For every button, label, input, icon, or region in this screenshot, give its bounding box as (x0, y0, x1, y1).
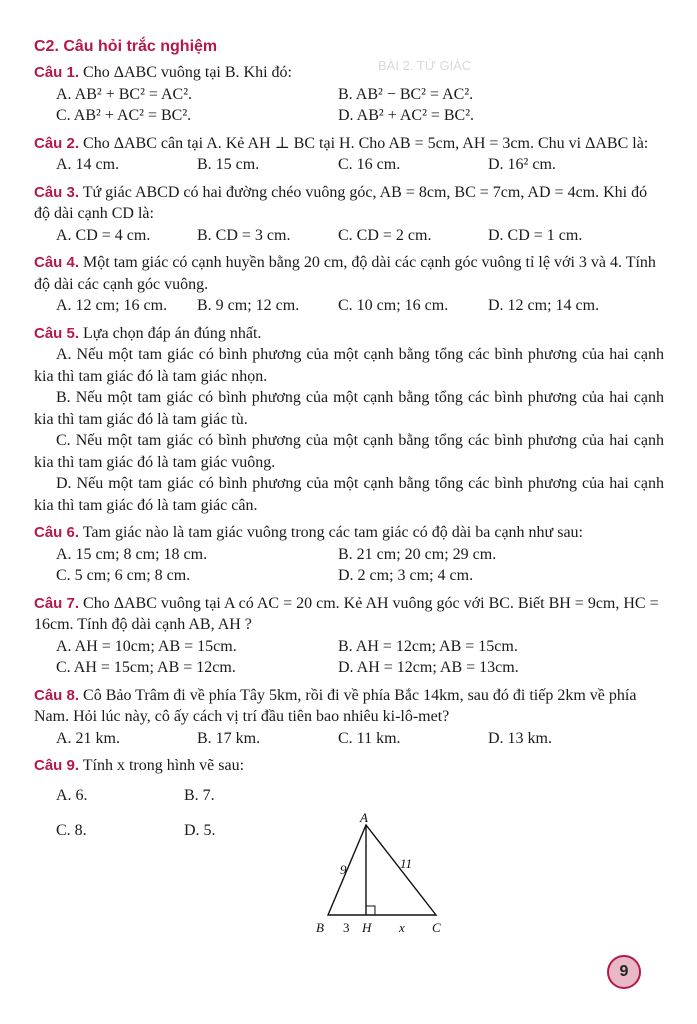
answer-option[interactable]: A. 12 cm; 16 cm. (56, 297, 168, 314)
answer-option[interactable]: A. 14 cm. (56, 156, 120, 173)
answers-row (56, 225, 664, 247)
answer-option[interactable]: D. 16² cm. (488, 156, 556, 173)
answer-option[interactable]: A. AB² + BC² = AC². (56, 85, 193, 103)
label-a: A (360, 810, 368, 825)
answer-option[interactable]: D. AB² + AC² = BC². (338, 107, 475, 124)
answer-option[interactable]: D. 12 cm; 14 cm. (488, 297, 600, 314)
answer-option[interactable]: C. 11 km. (338, 729, 401, 747)
answer-option[interactable]: D. 5. (184, 822, 216, 839)
label-bh: 3 (343, 920, 350, 935)
answer-option[interactable]: C. 16 cm. (338, 156, 401, 173)
question-1: Câu 1. Cho ΔABC vuông tại B. Khi đó: (34, 64, 292, 81)
question-5: Câu 5. Lựa chọn đáp án đúng nhất. (34, 324, 262, 342)
label-hc: x (399, 920, 405, 935)
label-b: B (316, 920, 324, 935)
answer-option[interactable]: A. AH = 10cm; AB = 15cm. (56, 637, 237, 655)
label-c: C (432, 920, 441, 935)
label-ac: 11 (400, 856, 413, 871)
answer-option[interactable]: B. CD = 3 cm. (197, 226, 291, 244)
question-9: Câu 9. Tính x trong hình vẽ sau: (34, 757, 245, 774)
answer-option[interactable]: C. 10 cm; 16 cm. (338, 297, 449, 314)
answer-option[interactable]: A. 21 km. (56, 729, 120, 747)
triangle-figure (310, 810, 450, 940)
question-7: Câu 7. Cho ΔABC vuông tại A có AC = 20 cm. Kẻ AH vuông góc với BC. Biết BH = 9cm, HC = 16cm. Tính độ dài cạnh AB, AH ? (34, 594, 659, 633)
answer-option[interactable]: C. 5 cm; 6 cm; 8 cm. (56, 567, 191, 584)
answers-row (56, 657, 664, 679)
answer-option[interactable]: B. 17 km. (197, 729, 261, 747)
answer-option[interactable]: B. 21 cm; 20 cm; 29 cm. (338, 545, 497, 563)
answer-option[interactable]: A. 6. (56, 786, 88, 804)
answer-option[interactable]: D. AH = 12cm; AB = 13cm. (338, 659, 519, 676)
answer-option[interactable]: D. CD = 1 cm. (488, 226, 583, 244)
label-ab: 9 (340, 862, 347, 877)
answer-option[interactable]: D. Nếu một tam giác có bình phương của một cạnh bằng tổng các bình phương của hai cạnh kia thì tam giác đó là tam giác cân. (34, 475, 664, 514)
answer-option[interactable]: C. AH = 15cm; AB = 12cm. (56, 659, 236, 676)
right-angle-mark (366, 906, 375, 915)
answer-option[interactable]: C. Nếu một tam giác có bình phương của một cạnh bằng tổng các bình phương của hai cạnh kia thì tam giác đó là tam giác vuông. (34, 432, 664, 471)
answers-row (56, 154, 664, 176)
section-heading: C2. Câu hỏi trắc nghiệm (34, 38, 218, 55)
question-6: Câu 6. Tam giác nào là tam giác vuông trong các tam giác có độ dài ba cạnh như sau: (34, 524, 583, 541)
label-h: H (362, 920, 372, 935)
answers-row (56, 105, 664, 127)
bleed-through-text: BÀI 2. TỨ GIÁC (378, 58, 472, 73)
answers-row (56, 295, 664, 317)
answer-option[interactable]: B. 7. (184, 786, 215, 804)
answer-option[interactable]: B. 9 cm; 12 cm. (197, 297, 300, 314)
answer-option[interactable]: B. AB² − BC² = AC². (338, 85, 474, 103)
answers-row (56, 565, 664, 587)
answers-row (56, 636, 664, 658)
answer-option[interactable]: B. Nếu một tam giác có bình phương của một cạnh bằng tổng các bình phương của hai cạnh kia thì tam giác đó là tam giác tù. (34, 389, 664, 428)
answer-option[interactable]: D. 13 km. (488, 729, 552, 747)
answers-row (56, 728, 664, 750)
answer-option[interactable]: C. CD = 2 cm. (338, 226, 432, 244)
page-content (34, 38, 664, 842)
answers-row (56, 84, 664, 106)
question-2: Câu 2. Cho ΔABC cân tại A. Kẻ AH ⊥ BC tại H. Cho AB = 5cm, AH = 3cm. Chu vi ΔABC là: (34, 134, 649, 152)
answer-option[interactable]: B. 15 cm. (197, 156, 260, 173)
page-number: 9 (607, 955, 641, 989)
answer-option[interactable]: A. CD = 4 cm. (56, 226, 151, 244)
answer-option[interactable]: A. Nếu một tam giác có bình phương của một cạnh bằng tổng các bình phương của hai cạnh kia thì tam giác đó là tam giác nhọn. (34, 346, 664, 385)
question-8: Câu 8. Cô Bảo Trâm đi về phía Tây 5km, rồi đi về phía Bắc 14km, sau đó đi tiếp 2km về phía Nam. Hỏi lúc này, cô ấy cách vị trí đầu tiên bao nhiêu ki-lô-met? (34, 686, 637, 725)
answer-option[interactable]: D. 2 cm; 3 cm; 4 cm. (338, 567, 474, 584)
answers-row (56, 785, 664, 807)
answer-option[interactable]: A. 15 cm; 8 cm; 18 cm. (56, 545, 208, 563)
question-4: Câu 4. Một tam giác có cạnh huyền bằng 20 cm, độ dài các cạnh góc vuông tỉ lệ với 3 và 4. Tính độ dài các cạnh góc vuông. (34, 254, 656, 293)
answer-option[interactable]: C. 8. (56, 822, 87, 839)
answer-option[interactable]: C. AB² + AC² = BC². (56, 107, 192, 124)
answers-row (56, 544, 664, 566)
question-3: Câu 3. Tứ giác ABCD có hai đường chéo vuông góc, AB = 8cm, BC = 7cm, AD = 4cm. Khi đó độ dài cạnh CD là: (34, 183, 648, 222)
answer-option[interactable]: B. AH = 12cm; AB = 15cm. (338, 637, 518, 655)
